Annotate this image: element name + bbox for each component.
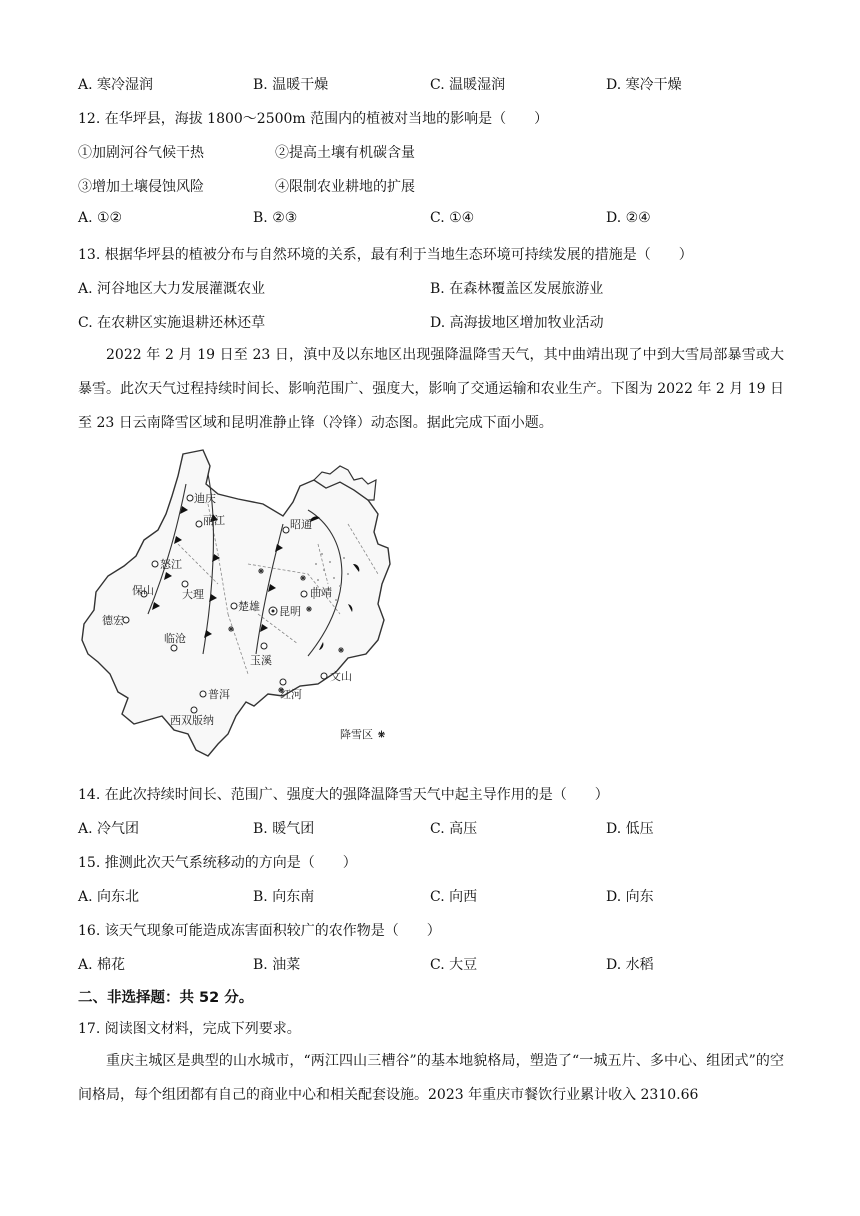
q16-option-d: D. 水稻 — [606, 957, 654, 973]
q12-item-3: ③增加土壤侵蚀风险 — [78, 179, 204, 195]
q16-option-a: A. 棉花 — [78, 957, 126, 973]
q13-stem: 13. 根据华坪县的植被分布与自然环境的关系，最有利于当地生态环境可持续发展的措施是（ ） — [78, 247, 693, 263]
legend-label: 降雪区 — [340, 728, 373, 741]
city-label-yuxi: 玉溪 — [250, 654, 272, 667]
q14-option-a: A. 冷气团 — [78, 821, 140, 837]
q14-option-b: B. 暖气团 — [253, 821, 315, 837]
city-label-qujing: 曲靖 — [310, 586, 332, 599]
q15-option-b: B. 向东南 — [253, 889, 315, 905]
city-label-nujiang: 怒江 — [160, 558, 182, 571]
q17-stem: 17. 阅读图文材料，完成下列要求。 — [78, 1021, 301, 1037]
q14-option-c: C. 高压 — [430, 821, 478, 837]
q15-option-a: A. 向东北 — [78, 889, 140, 905]
q16-option-b: B. 油菜 — [253, 957, 301, 973]
yunnan-snowfall-map — [78, 444, 418, 764]
city-label-dali: 大理 — [182, 588, 204, 601]
q13-option-d: D. 高海拔地区增加牧业活动 — [430, 315, 604, 331]
q16-option-c: C. 大豆 — [430, 957, 478, 973]
q13-option-a: A. 河谷地区大力发展灌溉农业 — [78, 281, 266, 297]
q12-stem: 12. 在华坪县，海拔 1800～2500m 范围内的植被对当地的影响是（ ） — [78, 111, 549, 127]
city-label-kunming: 昆明 — [279, 605, 301, 618]
q11-option-d: D. 寒冷干燥 — [606, 77, 682, 93]
q15-option-d: D. 向东 — [606, 889, 654, 905]
q14-stem: 14. 在此次持续时间长、范围广、强度大的强降温降雪天气中起主导作用的是（ ） — [78, 787, 609, 803]
city-label-xishuangbanna: 西双版纳 — [170, 714, 214, 727]
q11-option-b: B. 温暖干燥 — [253, 77, 329, 93]
q12-item-1: ①加剧河谷气候干热 — [78, 145, 204, 161]
q13-option-b: B. 在森林覆盖区发展旅游业 — [430, 281, 604, 297]
section-2-title: 二、非选择题：共 52 分。 — [78, 990, 254, 1006]
q14-option-d: D. 低压 — [606, 821, 654, 837]
q13-option-c: C. 在农耕区实施退耕还林还草 — [78, 315, 266, 331]
q12-item-4: ④限制农业耕地的扩展 — [275, 179, 415, 195]
q11-option-a: A. 寒冷湿润 — [78, 77, 154, 93]
city-label-chuxiong: 楚雄 — [238, 600, 260, 613]
q15-stem: 15. 推测此次天气系统移动的方向是（ ） — [78, 855, 357, 871]
city-label-zhaotong: 昭通 — [290, 518, 312, 531]
q16-stem: 16. 该天气现象可能造成冻害面积较广的农作物是（ ） — [78, 923, 441, 939]
city-label-honghe: 红河 — [280, 688, 302, 701]
city-label-lincang: 临沧 — [164, 632, 186, 645]
q12-option-d: D. ②④ — [606, 210, 651, 226]
city-label-wenshan: 文山 — [330, 670, 352, 683]
q11-option-c: C. 温暖湿润 — [430, 77, 506, 93]
city-label-lijiang: 丽江 — [203, 514, 225, 527]
city-label-baoshan: 保山 — [132, 584, 154, 597]
city-label-dehong: 德宏 — [102, 614, 124, 627]
city-label-puer: 普洱 — [208, 688, 230, 701]
q12-option-c: C. ①④ — [430, 210, 475, 226]
q12-item-2: ②提高土壤有机碳含量 — [275, 145, 415, 161]
q12-option-b: B. ②③ — [253, 210, 298, 226]
material-paragraph: 2022 年 2 月 19 日至 23 日，滇中及以东地区出现强降温降雪天气，其中曲靖出现了中到大雪局部暴雪或大暴雪。此次天气过程持续时间长、影响范围广、强度大，影响了交通运输和农业生产。下图为 2022 年 2 月 19 日至 23 日云南降雪区域和昆明准静止锋（冷锋）动态图。据此完成下面小题。 — [78, 347, 784, 431]
city-label-diqing: 迪庆 — [194, 492, 216, 505]
q15-option-c: C. 向西 — [430, 889, 478, 905]
snowflake-icon — [378, 731, 385, 738]
yunnan-outline — [82, 450, 390, 756]
q12-option-a: A. ①② — [78, 210, 123, 226]
q17-material-paragraph: 重庆主城区是典型的山水城市，“两江四山三槽谷”的基本地貌格局，塑造了“一城五片、多中心、组团式”的空间格局，每个组团都有自己的商业中心和相关配套设施。2023 年重庆市餐饮行业累计收入 2310.66 — [78, 1053, 784, 1103]
